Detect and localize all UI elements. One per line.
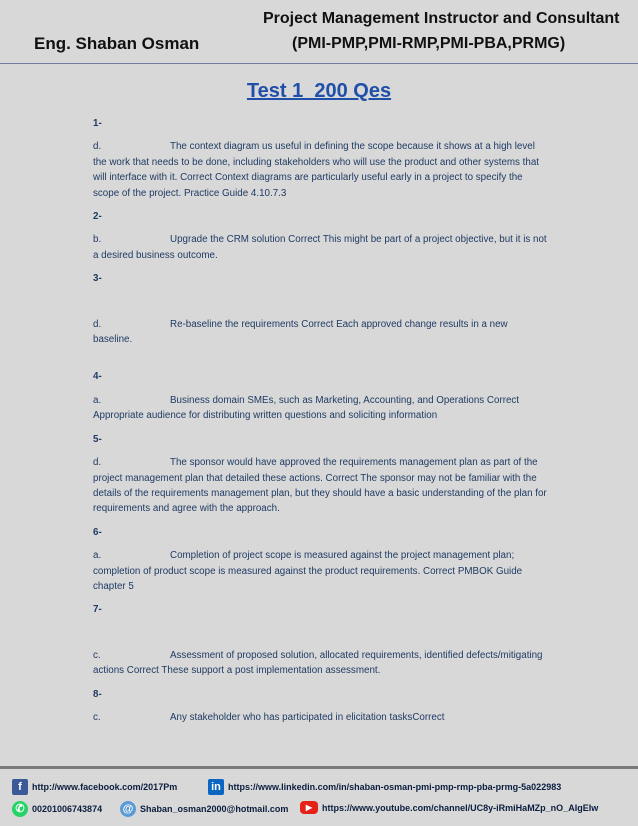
facebook-icon: f xyxy=(12,779,28,795)
answer xyxy=(93,317,548,348)
answer-text: Any stakeholder who has participated in elicitation tasksCorrect xyxy=(170,711,445,723)
header-divider xyxy=(0,63,638,64)
facebook-url[interactable]: http://www.facebook.com/2017Pm xyxy=(32,782,178,792)
youtube-icon: ▶ xyxy=(300,801,318,814)
role-line-2: (PMI-PMP,PMI-RMP,PMI-PBA,PRMG) xyxy=(292,35,566,52)
answer-letter: d. xyxy=(93,318,102,330)
answer-text: Re-baseline the requirements Correct Each approved change results in a new baseline. xyxy=(93,318,508,346)
phone-number: 00201006743874 xyxy=(32,804,103,814)
question-number: 2- xyxy=(93,211,102,223)
author-name: Eng. Shaban Osman xyxy=(34,34,200,53)
answer-text: Upgrade the CRM solution Correct This might be part of a project objective, but it is not a desired business outcome. xyxy=(93,234,547,261)
whatsapp-icon: ✆ xyxy=(12,801,28,817)
answer-letter: a. xyxy=(93,394,102,406)
answer-letter: c. xyxy=(93,649,101,661)
email-icon: @ xyxy=(120,801,136,817)
answer-text: The context diagram us useful in defining the scope because it shows at a high level the work that needs to be done, including stakeholders who will use the product and other systems that will interface with it. Correct Context diagrams are particularly useful early in a project to specify the scope of the project. Practice Guide 4.10.7.3 xyxy=(93,141,540,199)
question-3 xyxy=(93,271,548,347)
email-contact[interactable] xyxy=(120,801,288,817)
email-address[interactable]: Shaban_osman2000@hotmail.com xyxy=(140,804,289,814)
answer-text: Completion of project scope is measured against the project management plan; completion of product scope is measured against the product requirements. Correct PMBOK Guide chapter 5 xyxy=(93,550,523,592)
facebook-link[interactable] xyxy=(12,779,177,795)
answer-text: Business domain SMEs, such as Marketing, Accounting, and Operations Correct Appropriate audience for distributing written questions and soliciting information xyxy=(93,394,520,422)
answer xyxy=(93,393,548,424)
answer xyxy=(93,232,548,263)
answer-letter: a. xyxy=(93,550,102,562)
question-number: 3- xyxy=(93,273,102,285)
answer-text: The sponsor would have approved the requirements management plan as part of the project management plan that detailed these actions. Correct The sponsor may not be familiar with the details of the requirements management plan, but they should have a basic understanding of the plan for requirements and agree with the approach. xyxy=(93,457,547,515)
question-number: 7- xyxy=(93,604,102,616)
answers-list xyxy=(93,116,548,733)
answer-letter: b. xyxy=(93,234,102,246)
youtube-url[interactable]: https://www.youtube.com/channel/UC8y-iRmiHaMZp_nO_AIgEIw xyxy=(322,802,599,813)
question-5 xyxy=(93,432,548,517)
question-number: 5- xyxy=(93,433,102,445)
question-number: 6- xyxy=(93,526,102,538)
question-7 xyxy=(93,602,548,678)
linkedin-link[interactable] xyxy=(208,779,561,795)
question-1 xyxy=(93,116,548,201)
question-6 xyxy=(93,525,548,595)
page-header xyxy=(0,0,638,62)
question-2 xyxy=(93,209,548,263)
answer-letter: d. xyxy=(93,457,102,469)
question-number: 8- xyxy=(93,688,102,700)
document-title: Test 1_200 Qes xyxy=(246,80,392,102)
question-number: 4- xyxy=(93,371,102,383)
question-4 xyxy=(93,369,548,423)
linkedin-icon: in xyxy=(208,779,224,795)
answer-letter: c. xyxy=(93,711,101,723)
question-number: 1- xyxy=(93,118,102,129)
answer xyxy=(93,455,548,517)
answer-letter: d. xyxy=(93,141,102,153)
answer xyxy=(93,139,548,201)
role-line-1: Project Management Instructor and Consultant xyxy=(263,10,620,27)
page-footer xyxy=(0,770,638,826)
footer-divider xyxy=(0,766,638,769)
answer xyxy=(93,648,548,679)
answer xyxy=(93,710,548,725)
phone-contact xyxy=(12,801,102,817)
answer xyxy=(93,548,548,594)
answer-text: Assessment of proposed solution, allocated requirements, identified defects/mitigating actions Correct These support a post implementation assessment. xyxy=(93,649,543,677)
youtube-link[interactable] xyxy=(300,801,598,814)
linkedin-url[interactable]: https://www.linkedin.com/in/shaban-osman-pmi-pmp-rmp-pba-prmg-5a022983 xyxy=(228,782,562,792)
question-8 xyxy=(93,687,548,726)
